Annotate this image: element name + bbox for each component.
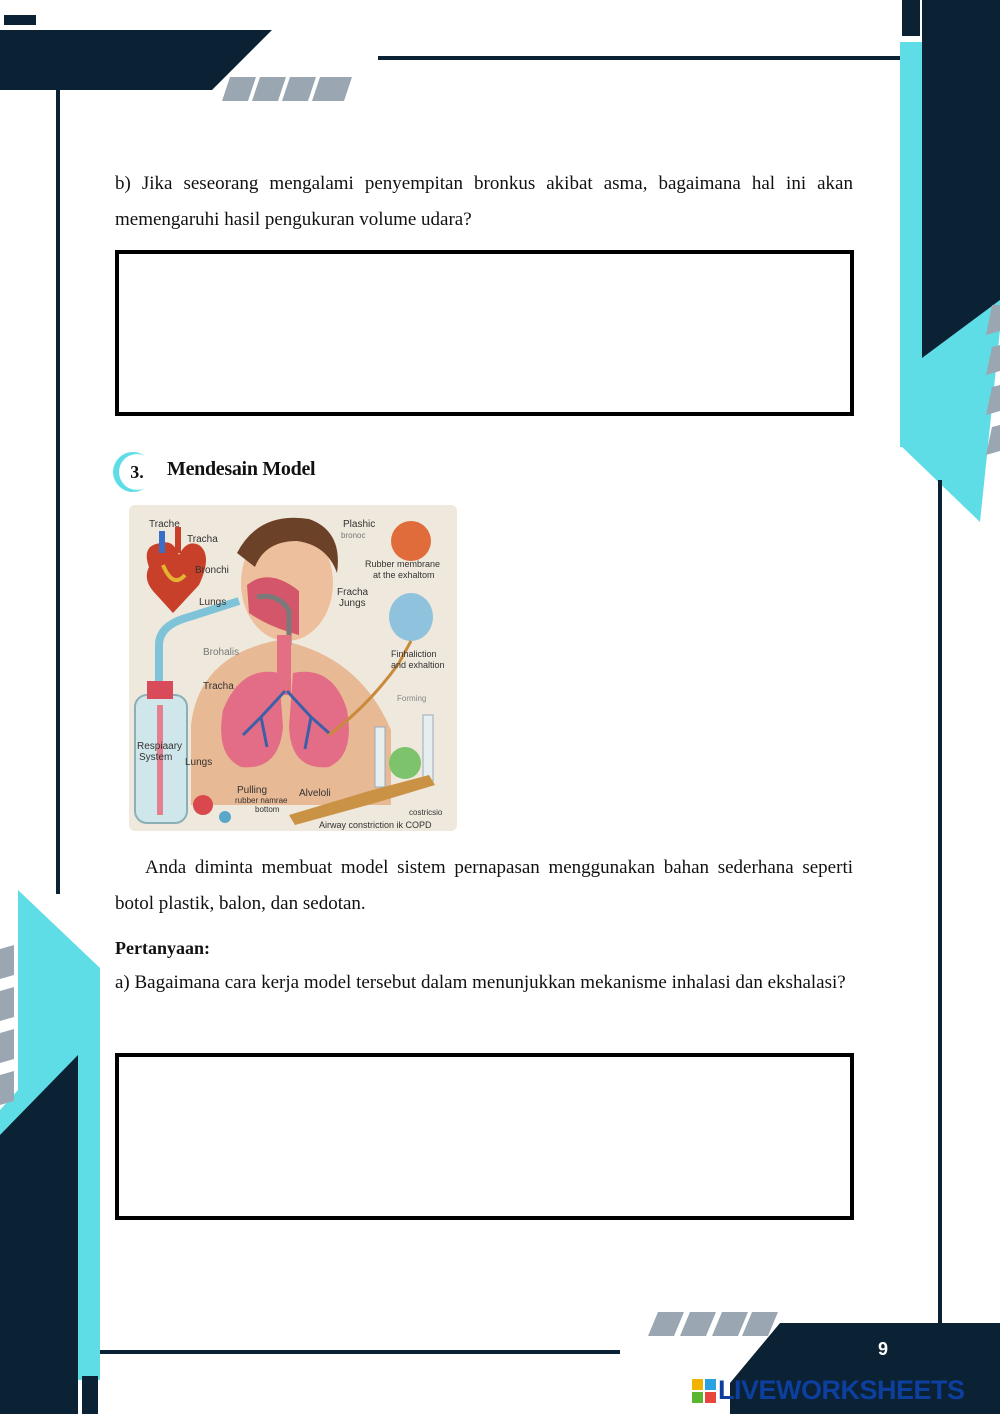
left-bottom-tab bbox=[82, 1376, 98, 1414]
question-b: b) Jika seseorang mengalami penyempitan bronkus akibat asma, bagaimana hal ini akan memengaruhi hasil pengukuran volume udara? bbox=[115, 173, 853, 230]
label-rubber-2: at the exhaltom bbox=[373, 570, 435, 580]
label-pulling-3: bottom bbox=[255, 805, 280, 814]
label-alveloli: Alveloli bbox=[299, 788, 331, 799]
label-respiratory-1: Respiaary bbox=[137, 741, 183, 752]
section-title: Mendesain Model bbox=[167, 458, 316, 480]
label-brohalis: Brohalis bbox=[203, 647, 240, 658]
label-lungs-bottom: Lungs bbox=[185, 757, 213, 768]
top-rule bbox=[378, 56, 900, 60]
right-rule bbox=[938, 480, 942, 1325]
liveworksheets-logo-icon bbox=[692, 1379, 716, 1403]
label-tracha-top: Tracha bbox=[187, 534, 218, 545]
bottom-rule bbox=[100, 1350, 620, 1354]
question-heading: Pertanyaan: bbox=[115, 938, 210, 958]
page-number: 9 bbox=[877, 1339, 888, 1359]
brand-name: LIVEWORKSHEETS bbox=[718, 1375, 965, 1405]
label-bronchi: Bronchi bbox=[195, 565, 229, 576]
label-lungs-top: Lungs bbox=[199, 597, 227, 608]
section-number: 3. bbox=[119, 454, 155, 490]
label-trache: Trache bbox=[149, 519, 180, 530]
label-inhal-2: and exhaltion bbox=[391, 660, 445, 670]
header-tab-small bbox=[4, 15, 36, 25]
question-a: a) Bagaimana cara kerja model tersebut dalam menunjukkan mekanisme inhalasi dan ekshalasi? bbox=[115, 972, 846, 993]
instruction-paragraph: Anda diminta membuat model sistem pernapasan menggunakan bahan sederhana seperti botol plastik, balon, dan sedotan. bbox=[115, 857, 853, 914]
label-pulling-1: Pulling bbox=[237, 785, 268, 796]
answer-box-a[interactable] bbox=[115, 1053, 854, 1220]
label-inhal-1: Finhaliction bbox=[391, 649, 437, 659]
label-airway: Airway constriction ik COPD bbox=[319, 820, 432, 830]
label-pulling-2: rubber namrae bbox=[235, 796, 288, 805]
right-stripes bbox=[986, 305, 1000, 465]
header-stripes bbox=[222, 77, 354, 103]
answer-box-b[interactable] bbox=[115, 250, 854, 416]
label-tracha-mid: Tracha bbox=[203, 681, 234, 692]
label-fracha-2: Jungs bbox=[339, 598, 366, 609]
label-plashic-2: bronoc bbox=[341, 531, 366, 540]
label-fracha-1: Fracha bbox=[337, 587, 369, 598]
respiratory-model-illustration bbox=[129, 505, 457, 831]
left-rule bbox=[56, 88, 60, 894]
right-top-tab bbox=[902, 0, 920, 36]
label-plashic-1: Plashic bbox=[343, 519, 376, 530]
label-forming: Forming bbox=[397, 694, 427, 703]
section-number-badge bbox=[113, 452, 153, 492]
label-rubber-1: Rubber membrane bbox=[365, 559, 441, 569]
left-navy-panel bbox=[0, 1055, 78, 1414]
label-respiratory-2: System bbox=[139, 752, 173, 763]
label-costricsio: costricsio bbox=[409, 808, 443, 817]
